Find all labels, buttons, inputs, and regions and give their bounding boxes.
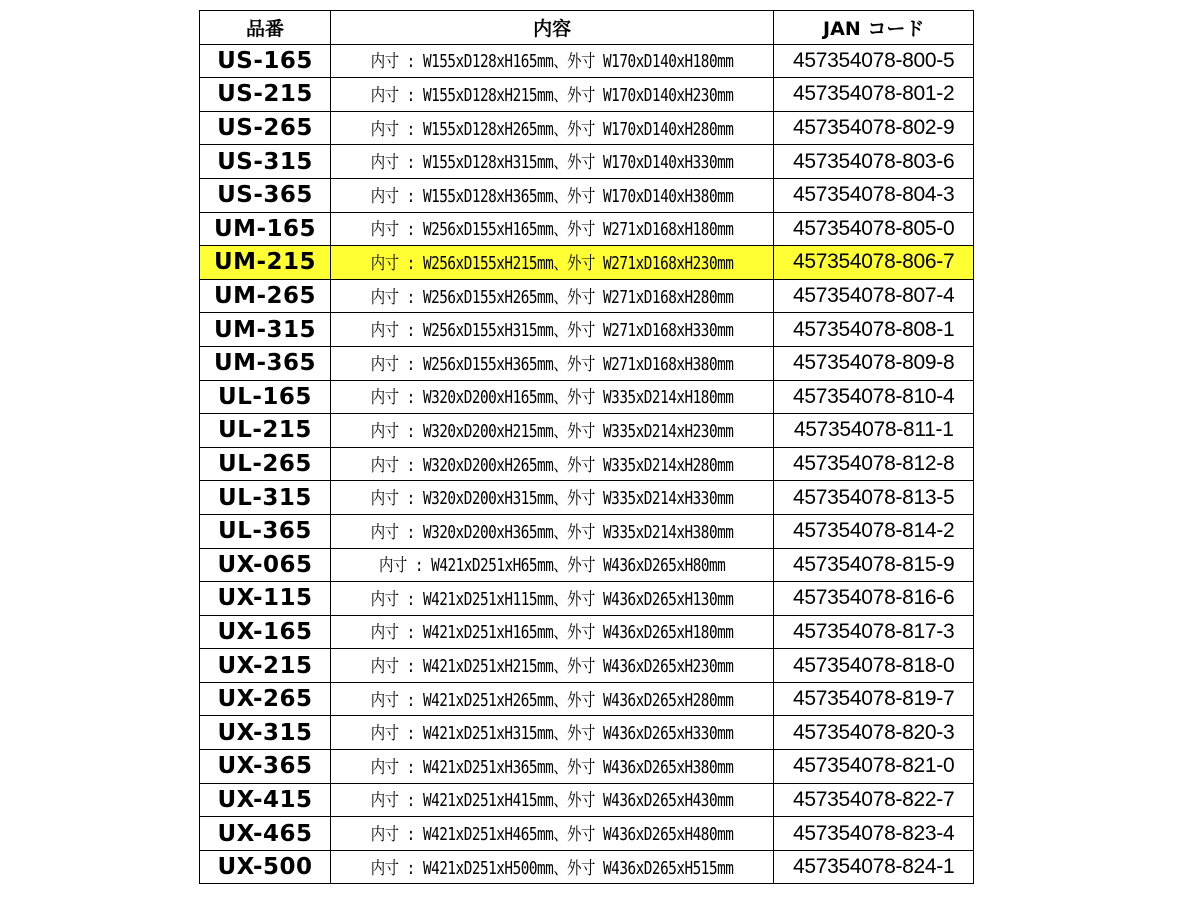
content-cell [331, 279, 774, 313]
jan-code-cell: 457354078-813-5 [774, 481, 974, 515]
content-cell [331, 682, 774, 716]
content-cell [331, 481, 774, 515]
content-text: 内寸 : W155xD128xH315mm、外寸 W170xD140xH330mm [370, 153, 734, 174]
product-code-cell: UX-365 [200, 750, 331, 784]
content-text: 内寸 : W421xD251xH500mm、外寸 W436xD265xH515mm [370, 858, 734, 879]
content-text: 内寸 : W421xD251xH65mm、外寸 W436xD265xH80mm [378, 556, 726, 577]
jan-code-cell: 457354078-810-4 [774, 380, 974, 414]
table-row [200, 346, 974, 380]
product-code-cell: US-215 [200, 78, 331, 112]
product-code-cell: UL-215 [200, 414, 331, 448]
product-code-cell: UM-265 [200, 279, 331, 313]
product-code-cell: UX-215 [200, 649, 331, 683]
product-code-cell: UX-065 [200, 548, 331, 582]
table-row [200, 279, 974, 313]
content-text: 内寸 : W256xD155xH215mm、外寸 W271xD168xH230mm [370, 253, 734, 274]
content-text: 内寸 : W421xD251xH265mm、外寸 W436xD265xH280mm [370, 690, 734, 711]
content-text: 内寸 : W256xD155xH315mm、外寸 W271xD168xH330mm [370, 321, 734, 342]
table-row [200, 481, 974, 515]
content-cell [331, 783, 774, 817]
table-row [200, 178, 974, 212]
product-code-cell: US-315 [200, 145, 331, 179]
table-row [200, 78, 974, 112]
product-code-cell: UM-365 [200, 346, 331, 380]
product-code-cell: UX-165 [200, 615, 331, 649]
header-code: 品番 [200, 11, 331, 45]
content-cell [331, 582, 774, 616]
jan-code-cell: 457354078-816-6 [774, 582, 974, 616]
table-row [200, 246, 974, 280]
product-code-cell: UX-415 [200, 783, 331, 817]
table-row [200, 615, 974, 649]
table-row [200, 649, 974, 683]
table-row [200, 212, 974, 246]
product-code-cell: US-365 [200, 178, 331, 212]
content-text: 内寸 : W320xD200xH365mm、外寸 W335xD214xH380mm [370, 522, 734, 543]
table-row [200, 44, 974, 78]
content-cell [331, 649, 774, 683]
content-cell [331, 750, 774, 784]
content-text: 内寸 : W256xD155xH365mm、外寸 W271xD168xH380mm [370, 354, 734, 375]
content-cell [331, 246, 774, 280]
product-code-cell: UL-165 [200, 380, 331, 414]
content-text: 内寸 : W421xD251xH465mm、外寸 W436xD265xH480mm [370, 825, 734, 846]
content-text: 内寸 : W320xD200xH215mm、外寸 W335xD214xH230mm [370, 421, 734, 442]
content-cell [331, 850, 774, 884]
jan-code-cell: 457354078-823-4 [774, 817, 974, 851]
product-code-cell: UL-265 [200, 447, 331, 481]
product-code-cell: US-165 [200, 44, 331, 78]
table-row [200, 582, 974, 616]
table-row [200, 548, 974, 582]
jan-code-cell: 457354078-802-9 [774, 111, 974, 145]
content-text: 内寸 : W155xD128xH165mm、外寸 W170xD140xH180mm [370, 52, 734, 73]
product-code-cell: UM-315 [200, 313, 331, 347]
table-row [200, 380, 974, 414]
jan-code-cell: 457354078-812-8 [774, 447, 974, 481]
content-text: 内寸 : W421xD251xH365mm、外寸 W436xD265xH380mm [370, 757, 734, 778]
content-text: 内寸 : W421xD251xH165mm、外寸 W436xD265xH180mm [370, 623, 734, 644]
product-code-cell: UX-465 [200, 817, 331, 851]
jan-code-cell: 457354078-801-2 [774, 78, 974, 112]
jan-code-cell: 457354078-821-0 [774, 750, 974, 784]
content-cell [331, 78, 774, 112]
table-row [200, 716, 974, 750]
product-code-cell: UX-315 [200, 716, 331, 750]
table-row [200, 313, 974, 347]
jan-code-cell: 457354078-807-4 [774, 279, 974, 313]
jan-code-cell: 457354078-820-3 [774, 716, 974, 750]
content-cell [331, 380, 774, 414]
table-body [200, 44, 974, 884]
jan-code-cell: 457354078-824-1 [774, 850, 974, 884]
content-text: 内寸 : W421xD251xH215mm、外寸 W436xD265xH230mm [370, 657, 734, 678]
jan-code-cell: 457354078-822-7 [774, 783, 974, 817]
jan-code-cell: 457354078-803-6 [774, 145, 974, 179]
header-jan: JAN コード [774, 11, 974, 45]
product-code-cell: UX-500 [200, 850, 331, 884]
content-cell [331, 817, 774, 851]
product-code-cell: UX-265 [200, 682, 331, 716]
table-row [200, 111, 974, 145]
content-cell [331, 615, 774, 649]
jan-code-cell: 457354078-804-3 [774, 178, 974, 212]
content-text: 内寸 : W256xD155xH265mm、外寸 W271xD168xH280mm [370, 287, 734, 308]
table-row [200, 850, 974, 884]
header-content: 内容 [331, 11, 774, 45]
content-text: 内寸 : W256xD155xH165mm、外寸 W271xD168xH180mm [370, 220, 734, 241]
jan-code-cell: 457354078-800-5 [774, 44, 974, 78]
table-row [200, 414, 974, 448]
jan-code-cell: 457354078-805-0 [774, 212, 974, 246]
jan-code-cell: 457354078-818-0 [774, 649, 974, 683]
content-cell [331, 447, 774, 481]
jan-code-cell: 457354078-806-7 [774, 246, 974, 280]
content-text: 内寸 : W421xD251xH115mm、外寸 W436xD265xH130mm [370, 589, 734, 610]
content-cell [331, 548, 774, 582]
table-row [200, 783, 974, 817]
jan-code-cell: 457354078-815-9 [774, 548, 974, 582]
content-cell [331, 178, 774, 212]
product-code-cell: UM-215 [200, 246, 331, 280]
content-cell [331, 514, 774, 548]
content-text: 内寸 : W155xD128xH265mm、外寸 W170xD140xH280mm [370, 119, 734, 140]
table-row [200, 682, 974, 716]
product-code-cell: US-265 [200, 111, 331, 145]
content-cell [331, 346, 774, 380]
content-text: 内寸 : W155xD128xH365mm、外寸 W170xD140xH380mm [370, 186, 734, 207]
content-cell [331, 44, 774, 78]
table-row [200, 145, 974, 179]
jan-code-cell: 457354078-811-1 [774, 414, 974, 448]
content-cell [331, 145, 774, 179]
content-cell [331, 414, 774, 448]
jan-code-cell: 457354078-809-8 [774, 346, 974, 380]
content-cell [331, 313, 774, 347]
content-text: 内寸 : W421xD251xH315mm、外寸 W436xD265xH330mm [370, 724, 734, 745]
content-text: 内寸 : W320xD200xH165mm、外寸 W335xD214xH180mm [370, 388, 734, 409]
content-text: 内寸 : W421xD251xH415mm、外寸 W436xD265xH430mm [370, 791, 734, 812]
table-row [200, 817, 974, 851]
product-code-cell: UM-165 [200, 212, 331, 246]
jan-code-cell: 457354078-817-3 [774, 615, 974, 649]
content-text: 内寸 : W155xD128xH215mm、外寸 W170xD140xH230mm [370, 85, 734, 106]
product-code-cell: UL-365 [200, 514, 331, 548]
product-code-cell: UX-115 [200, 582, 331, 616]
table-header-row [200, 11, 974, 45]
content-cell [331, 111, 774, 145]
table-row [200, 447, 974, 481]
jan-code-cell: 457354078-808-1 [774, 313, 974, 347]
content-text: 内寸 : W320xD200xH315mm、外寸 W335xD214xH330mm [370, 489, 734, 510]
jan-code-cell: 457354078-814-2 [774, 514, 974, 548]
content-cell [331, 212, 774, 246]
table-row [200, 750, 974, 784]
product-code-cell: UL-315 [200, 481, 331, 515]
table-row [200, 514, 974, 548]
product-table [199, 10, 974, 884]
content-cell [331, 716, 774, 750]
jan-code-cell: 457354078-819-7 [774, 682, 974, 716]
content-text: 内寸 : W320xD200xH265mm、外寸 W335xD214xH280mm [370, 455, 734, 476]
